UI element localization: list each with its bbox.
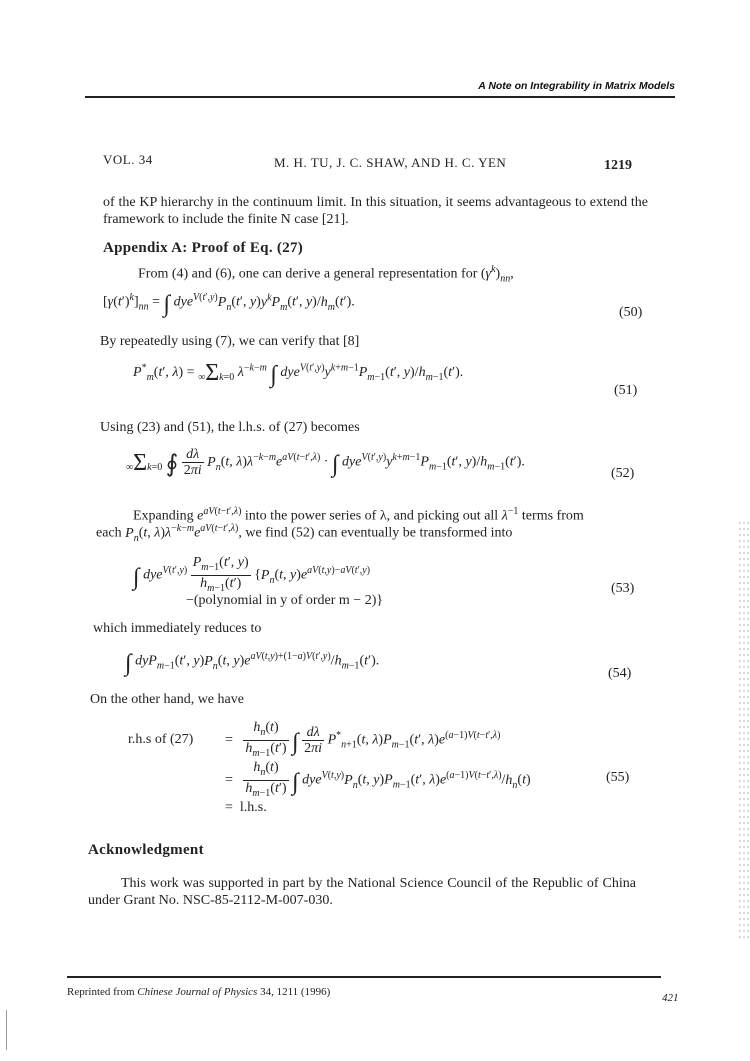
acknowledgment-text bbox=[88, 875, 636, 909]
eq-number-55: (55) bbox=[606, 770, 630, 785]
header-rule bbox=[85, 96, 675, 98]
appendix-text-6: On the other hand, we have bbox=[90, 692, 244, 707]
text-4d: each bbox=[96, 525, 122, 541]
rhs-label: r.h.s of (27) bbox=[128, 732, 194, 747]
equation-55-line1: = $\frac{h_n(t)}{h_{m-1}(t')}$ ∫ $\frac{d\lambda}{2\pi i}$ $P^*_{n+1}(t$, $\lambda)P_{m-1}(t'$, $\lambda)e^{(a-1)V(t-t',\lambda)}$ bbox=[225, 720, 501, 759]
acknowledgment-heading: Acknowledgment bbox=[88, 842, 204, 858]
scan-left-mark bbox=[6, 1010, 7, 1050]
appendix-text-4-line2: each $P_n(t$, $\lambda)\lambda^{-k-m}e^{aV(t-t',\lambda)}$, we find (52) can eventually be transformed into bbox=[96, 523, 513, 544]
scan-margin-dots bbox=[738, 520, 750, 940]
text-4e: , we find (52) can eventually be transformed into bbox=[238, 525, 513, 541]
intro-paragraph: of the KP hierarchy in the continuum limit. In this situation, it seems advantageous to extend the framework to include the finite N case [21]. bbox=[103, 195, 648, 227]
volume-label: VOL. 34 bbox=[103, 152, 153, 167]
text-4c: terms from bbox=[521, 508, 584, 524]
text-4b: into the power series of λ, and picking out all bbox=[244, 508, 499, 524]
equation-51: $P^*_m(t'$, λ) = ∞Σk=0 $\lambda^{-k-m}$ ∫ $dye^{V(t',y)}y^{k+m-1}P_{m-1}(t'$, $y)/h_{m-1}(t')$. bbox=[133, 360, 464, 389]
page-number: 1219 bbox=[604, 158, 632, 173]
appendix-text-1-content: From (4) and (6), one can derive a general representation for bbox=[138, 266, 478, 282]
appendix-heading: Appendix A: Proof of Eq. (27) bbox=[103, 240, 304, 256]
eq-number-51: (51) bbox=[614, 383, 638, 398]
eq-number-53: (53) bbox=[611, 581, 635, 596]
equation-55-line3: = l.h.s. bbox=[225, 800, 267, 815]
acknowledgment-content: This work was supported in part by the National Science Council of the Republic of China under Grant No. NSC-85-2112-M-007-030. bbox=[88, 876, 636, 908]
equation-54: ∫ dyP$_{m-1}$(t′, $y)P_n(t$, $y)e^{aV(t,y)+(1-a)V(t',y)}/h_{m-1}(t')$. bbox=[125, 650, 380, 677]
authors-line: M. H. TU, J. C. SHAW, AND H. C. YEN bbox=[274, 155, 507, 170]
text-4a: Expanding bbox=[133, 508, 194, 524]
eq-number-50: (50) bbox=[619, 305, 643, 320]
footer-page-number: 421 bbox=[662, 992, 679, 1004]
journal-citation: 34, 1211 (1996) bbox=[260, 986, 331, 998]
eq-number-52: (52) bbox=[611, 466, 635, 481]
eq-number-54: (54) bbox=[608, 666, 632, 681]
appendix-text-2: By repeatedly using (7), we can verify that [8] bbox=[100, 334, 360, 349]
journal-name: Chinese Journal of Physics bbox=[137, 986, 258, 998]
appendix-text-4: Expanding $e^{aV(t-t',\lambda)}$ into the power series of λ, and picking out all $\lambda^{-1}$ terms from bbox=[133, 506, 584, 524]
equation-50: $[\gamma(t')^k]_{nn}$ = ∫ $dye^{V(t',y)}P_n(t'$, $y)y^kP_m(t'$, $y)/h_m(t')$. bbox=[103, 291, 355, 318]
equation-53-line2: −(polynomial in y of order m − 2)} bbox=[186, 593, 384, 608]
footer-rule bbox=[67, 976, 661, 978]
reprint-prefix: Reprinted from bbox=[67, 986, 135, 998]
equation-53: ∫ dye$^{V(t',y)}$ $\frac{P_{m-1}(t', y)}{h_{m-1}(t')}$ {$P_n(t$, $y)e^{aV(t,y)-aV(t',y)}$ bbox=[133, 555, 371, 594]
appendix-text-1: From (4) and (6), one can derive a general representation for $(\gamma^k)_{nn}$, bbox=[138, 264, 514, 285]
running-title: A Note on Integrability in Matrix Models bbox=[478, 80, 675, 92]
appendix-text-5: which immediately reduces to bbox=[93, 621, 262, 636]
equation-55-line2: = $\frac{h_n(t)}{h_{m-1}(t')}$ ∫ $dye^{V(t,y)}P_n(t$, $y)P_{m-1}(t'$, $\lambda)e^{(a-1)V(t-t',\lambda)}/h_n(t)$ bbox=[225, 760, 531, 799]
appendix-text-3: Using (23) and (51), the l.h.s. of (27) becomes bbox=[100, 420, 360, 435]
equation-52: ∞Σk=0 ∮ $\frac{d\lambda}{2\pi i}$ $P_n(t$, $\lambda)\lambda^{-k-m}e^{aV(t-t',\lambda)}$ · ∫ $dye^{V(t',y)}y^{k+m-1}P_{m-1}(t'$, $y)/h_{m-1}(t')$. bbox=[126, 447, 525, 478]
lhs-label: l.h.s. bbox=[239, 800, 267, 815]
reprint-notice bbox=[67, 986, 330, 998]
